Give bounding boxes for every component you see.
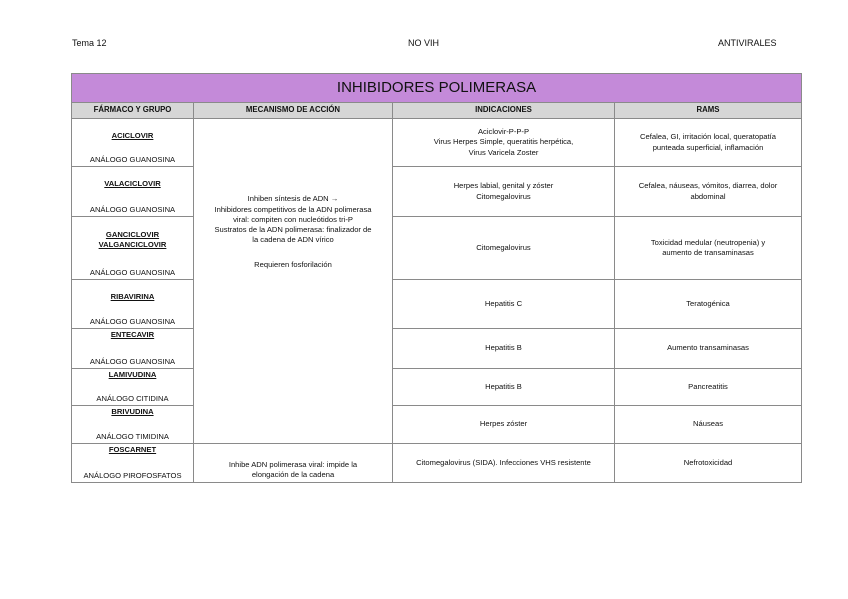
indications-cell [393, 167, 615, 217]
header-topic: Tema 12 [72, 38, 107, 48]
polymerase-inhibitors-table [71, 73, 802, 483]
mechanism-line: la cadena de ADN vírico [252, 235, 334, 245]
rams-cell [615, 119, 802, 167]
table-row [72, 369, 802, 406]
drug-group: ANÁLOGO PIROFOSFATOS [83, 470, 182, 480]
header-section: NO VIH [408, 38, 440, 48]
drug-name: FOSCARNET [108, 445, 157, 454]
drug-cell [72, 217, 194, 280]
indication-line: Aciclovir-P-P-P [477, 127, 530, 137]
header-subject: ANTIVIRALES [718, 38, 777, 48]
rams-cell [615, 329, 802, 369]
ram-line: Aumento transaminasas [667, 343, 749, 353]
mechanism-line: viral: compiten con nucleótidos tri-P [233, 214, 353, 224]
mechanism-cell [194, 444, 393, 483]
indication-line: Hepatitis C [484, 298, 523, 308]
ram-line: aumento de transaminasas [662, 248, 754, 257]
indications-cell [393, 217, 615, 280]
drug-cell [72, 444, 194, 483]
indications-cell [393, 444, 615, 483]
table-row [72, 444, 802, 483]
indication-line: Citomegalovirus [476, 242, 531, 252]
mechanism-note: Requieren fosforilación [254, 259, 332, 269]
column-header-mechanism: MECANISMO DE ACCIÓN [194, 103, 393, 119]
table-row [72, 217, 802, 280]
rams-cell [615, 369, 802, 406]
ram-line: Toxicidad medular (neutropenia) y [650, 237, 766, 247]
drug-name: GANCICLOVIR [105, 230, 160, 239]
drug-name: ENTECAVIR [110, 330, 155, 339]
ram-line: Nefrotoxicidad [683, 457, 733, 467]
drug-cell [72, 369, 194, 406]
indication-line: Hepatitis B [485, 381, 522, 391]
rams-cell [615, 167, 802, 217]
column-header-drug: FÁRMACO Y GRUPO [72, 103, 194, 119]
ram-line: Náuseas [693, 419, 723, 429]
drug-group: ANÁLOGO GUANOSINA [89, 154, 176, 164]
drug-name: VALGANCICLOVIR [98, 240, 167, 250]
table-row [72, 406, 802, 444]
drug-group: ANÁLOGO GUANOSINA [89, 204, 176, 214]
table-row [72, 167, 802, 217]
ram-line: Pancreatitis [688, 381, 728, 391]
indication-line: Virus Herpes Simple, queratitis herpética, [433, 137, 574, 147]
drug-group: ANÁLOGO GUANOSINA [89, 356, 176, 366]
indications-cell [393, 369, 615, 406]
drug-group: ANÁLOGO TIMIDINA [96, 431, 169, 441]
ram-line: Teratogénica [686, 298, 730, 308]
column-header-indications: INDICACIONES [393, 103, 615, 119]
column-header-rams: RAMS [615, 103, 802, 119]
shared-mechanism-cell [194, 119, 393, 444]
mechanism-line: Inhibidores competitivos de la ADN polimerasa [214, 204, 372, 214]
ram-line: Cefalea, GI, irritación local, queratopatía [640, 132, 776, 142]
ram-line: punteada superficial, inflamación [652, 142, 764, 152]
indication-line: Citomegalovirus [476, 191, 531, 201]
rams-cell [615, 280, 802, 329]
mechanism-line: elongación de la cadena [251, 469, 335, 479]
drug-cell [72, 167, 194, 217]
mechanism-line: Inhibe ADN polimerasa viral: impide la [228, 459, 358, 469]
drug-cell [72, 406, 194, 444]
table-row [72, 329, 802, 369]
drug-group: ANÁLOGO GUANOSINA [89, 316, 176, 326]
drug-name: ACICLOVIR [111, 131, 154, 140]
drug-group: ANÁLOGO CITIDINA [96, 393, 169, 403]
indications-cell [393, 119, 615, 167]
rams-cell [615, 217, 802, 280]
table-row [72, 280, 802, 329]
indication-line: Herpes labial, genital y zóster [453, 181, 554, 191]
indication-line: Hepatitis B [485, 343, 522, 353]
mechanism-line: Sustratos de la ADN polimerasa: finalizador de [214, 225, 372, 234]
ram-line: Cefalea, náuseas, vómitos, diarrea, dolor [638, 181, 778, 191]
drug-name: LAMIVUDINA [108, 370, 157, 379]
ram-line: abdominal [690, 191, 726, 201]
indications-cell [393, 329, 615, 369]
indications-cell [393, 406, 615, 444]
drug-group: ANÁLOGO GUANOSINA [89, 267, 176, 277]
drug-cell [72, 119, 194, 167]
rams-cell [615, 406, 802, 444]
drug-name: BRIVUDINA [111, 407, 154, 416]
drug-name: RIBAVIRINA [110, 292, 155, 301]
indication-line: Virus Varicela Zoster [468, 147, 539, 157]
indications-cell [393, 280, 615, 329]
table-title: INHIBIDORES POLIMERASA [72, 74, 802, 103]
indication-line: Herpes zóster [479, 419, 528, 429]
mechanism-line: Inhiben síntesis de ADN → [247, 194, 339, 204]
rams-cell [615, 444, 802, 483]
drug-cell [72, 280, 194, 329]
table-row [72, 119, 802, 167]
drug-cell [72, 329, 194, 369]
drug-name: VALACICLOVIR [104, 179, 161, 188]
indication-line: Citomegalovirus (SIDA). Infecciones VHS resistente [416, 457, 591, 467]
